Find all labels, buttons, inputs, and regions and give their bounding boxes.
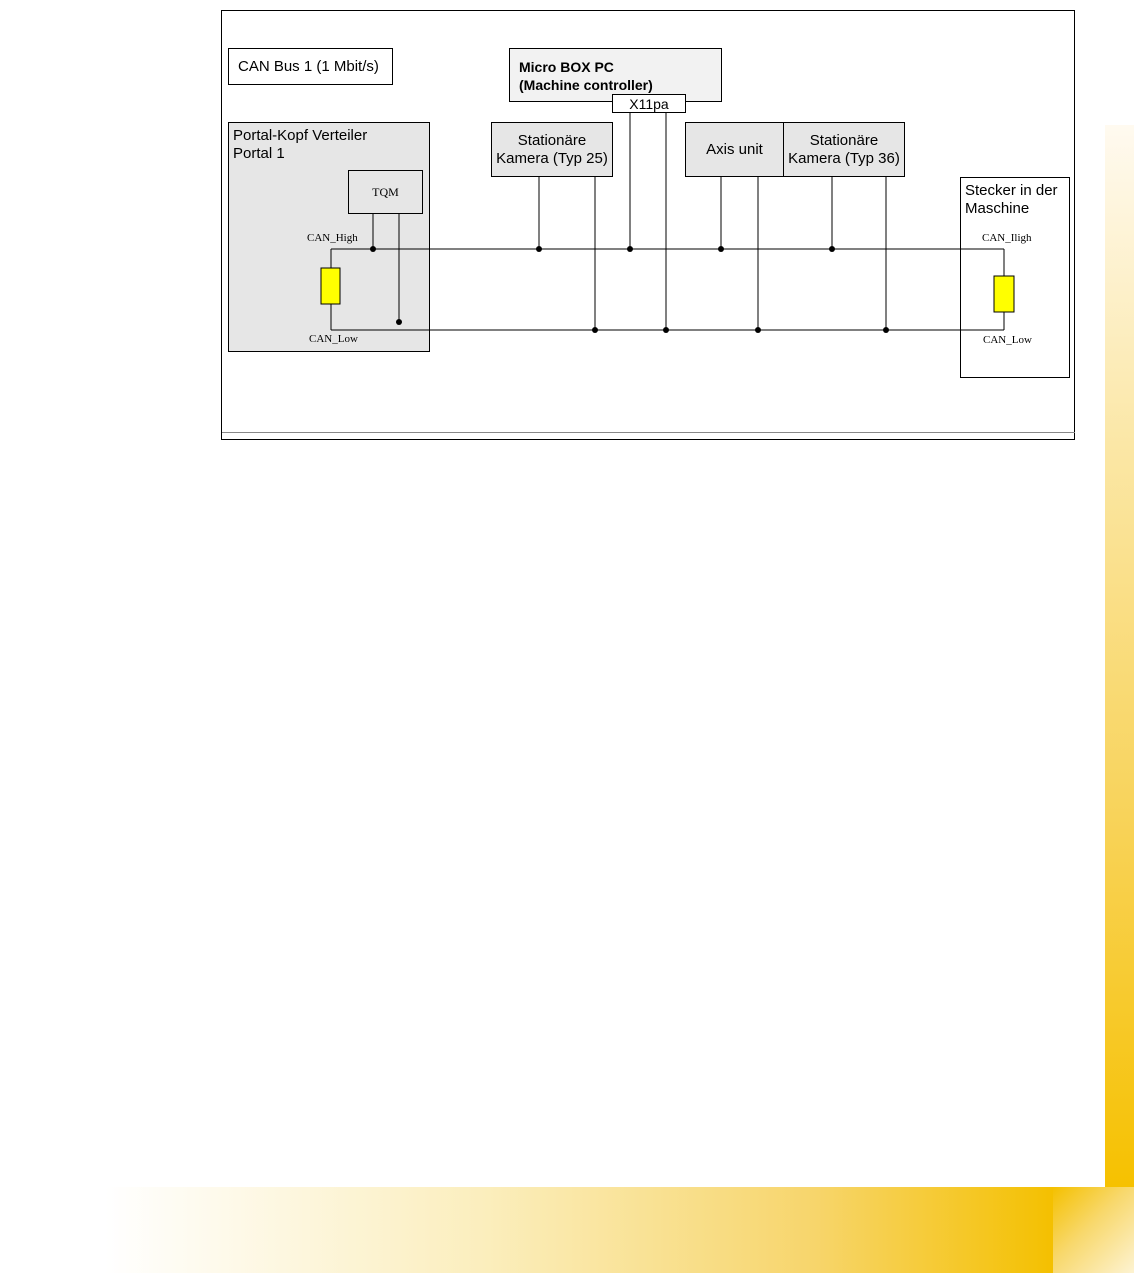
portal-can-high-label: CAN_High [307, 232, 358, 244]
controller-subtitle: (Machine controller) [519, 77, 653, 93]
junction-dot [592, 327, 598, 333]
junction-dot [370, 246, 376, 252]
camera-36-line2: Kamera (Typ 36) [788, 149, 900, 167]
portal-can-low-label: CAN_Low [309, 333, 358, 345]
controller-port-label: X11pa [629, 95, 669, 112]
junction-dot [663, 327, 669, 333]
connector-title: Stecker in der [965, 182, 1058, 199]
junction-dot [883, 327, 889, 333]
right-terminator-resistor [994, 276, 1014, 312]
controller-title: Micro BOX PC [519, 59, 614, 75]
left-terminator-resistor [321, 268, 340, 304]
junction-dot [396, 319, 402, 325]
junction-dot [627, 246, 633, 252]
junction-dot [718, 246, 724, 252]
connector-can-low-label: CAN_Low [983, 334, 1032, 346]
camera-36-line1: Stationäre [809, 131, 879, 149]
bus-label: CAN Bus 1 (1 Mbit/s) [238, 58, 379, 75]
junction-dot [829, 246, 835, 252]
connector-subtitle: Maschine [965, 200, 1030, 217]
portal-title: Portal-Kopf Verteiler [233, 127, 368, 144]
connector-can-high-label: CAN_Iligh [982, 232, 1032, 244]
junction-dot [536, 246, 542, 252]
camera-25-line2: Kamera (Typ 25) [496, 149, 608, 167]
tqm-label: TQM [372, 185, 399, 199]
portal-subtitle: Portal 1 [233, 145, 285, 162]
camera-25-line1: Stationäre [517, 131, 587, 149]
junction-dot [755, 327, 761, 333]
axis-unit-label: Axis unit [706, 140, 763, 158]
